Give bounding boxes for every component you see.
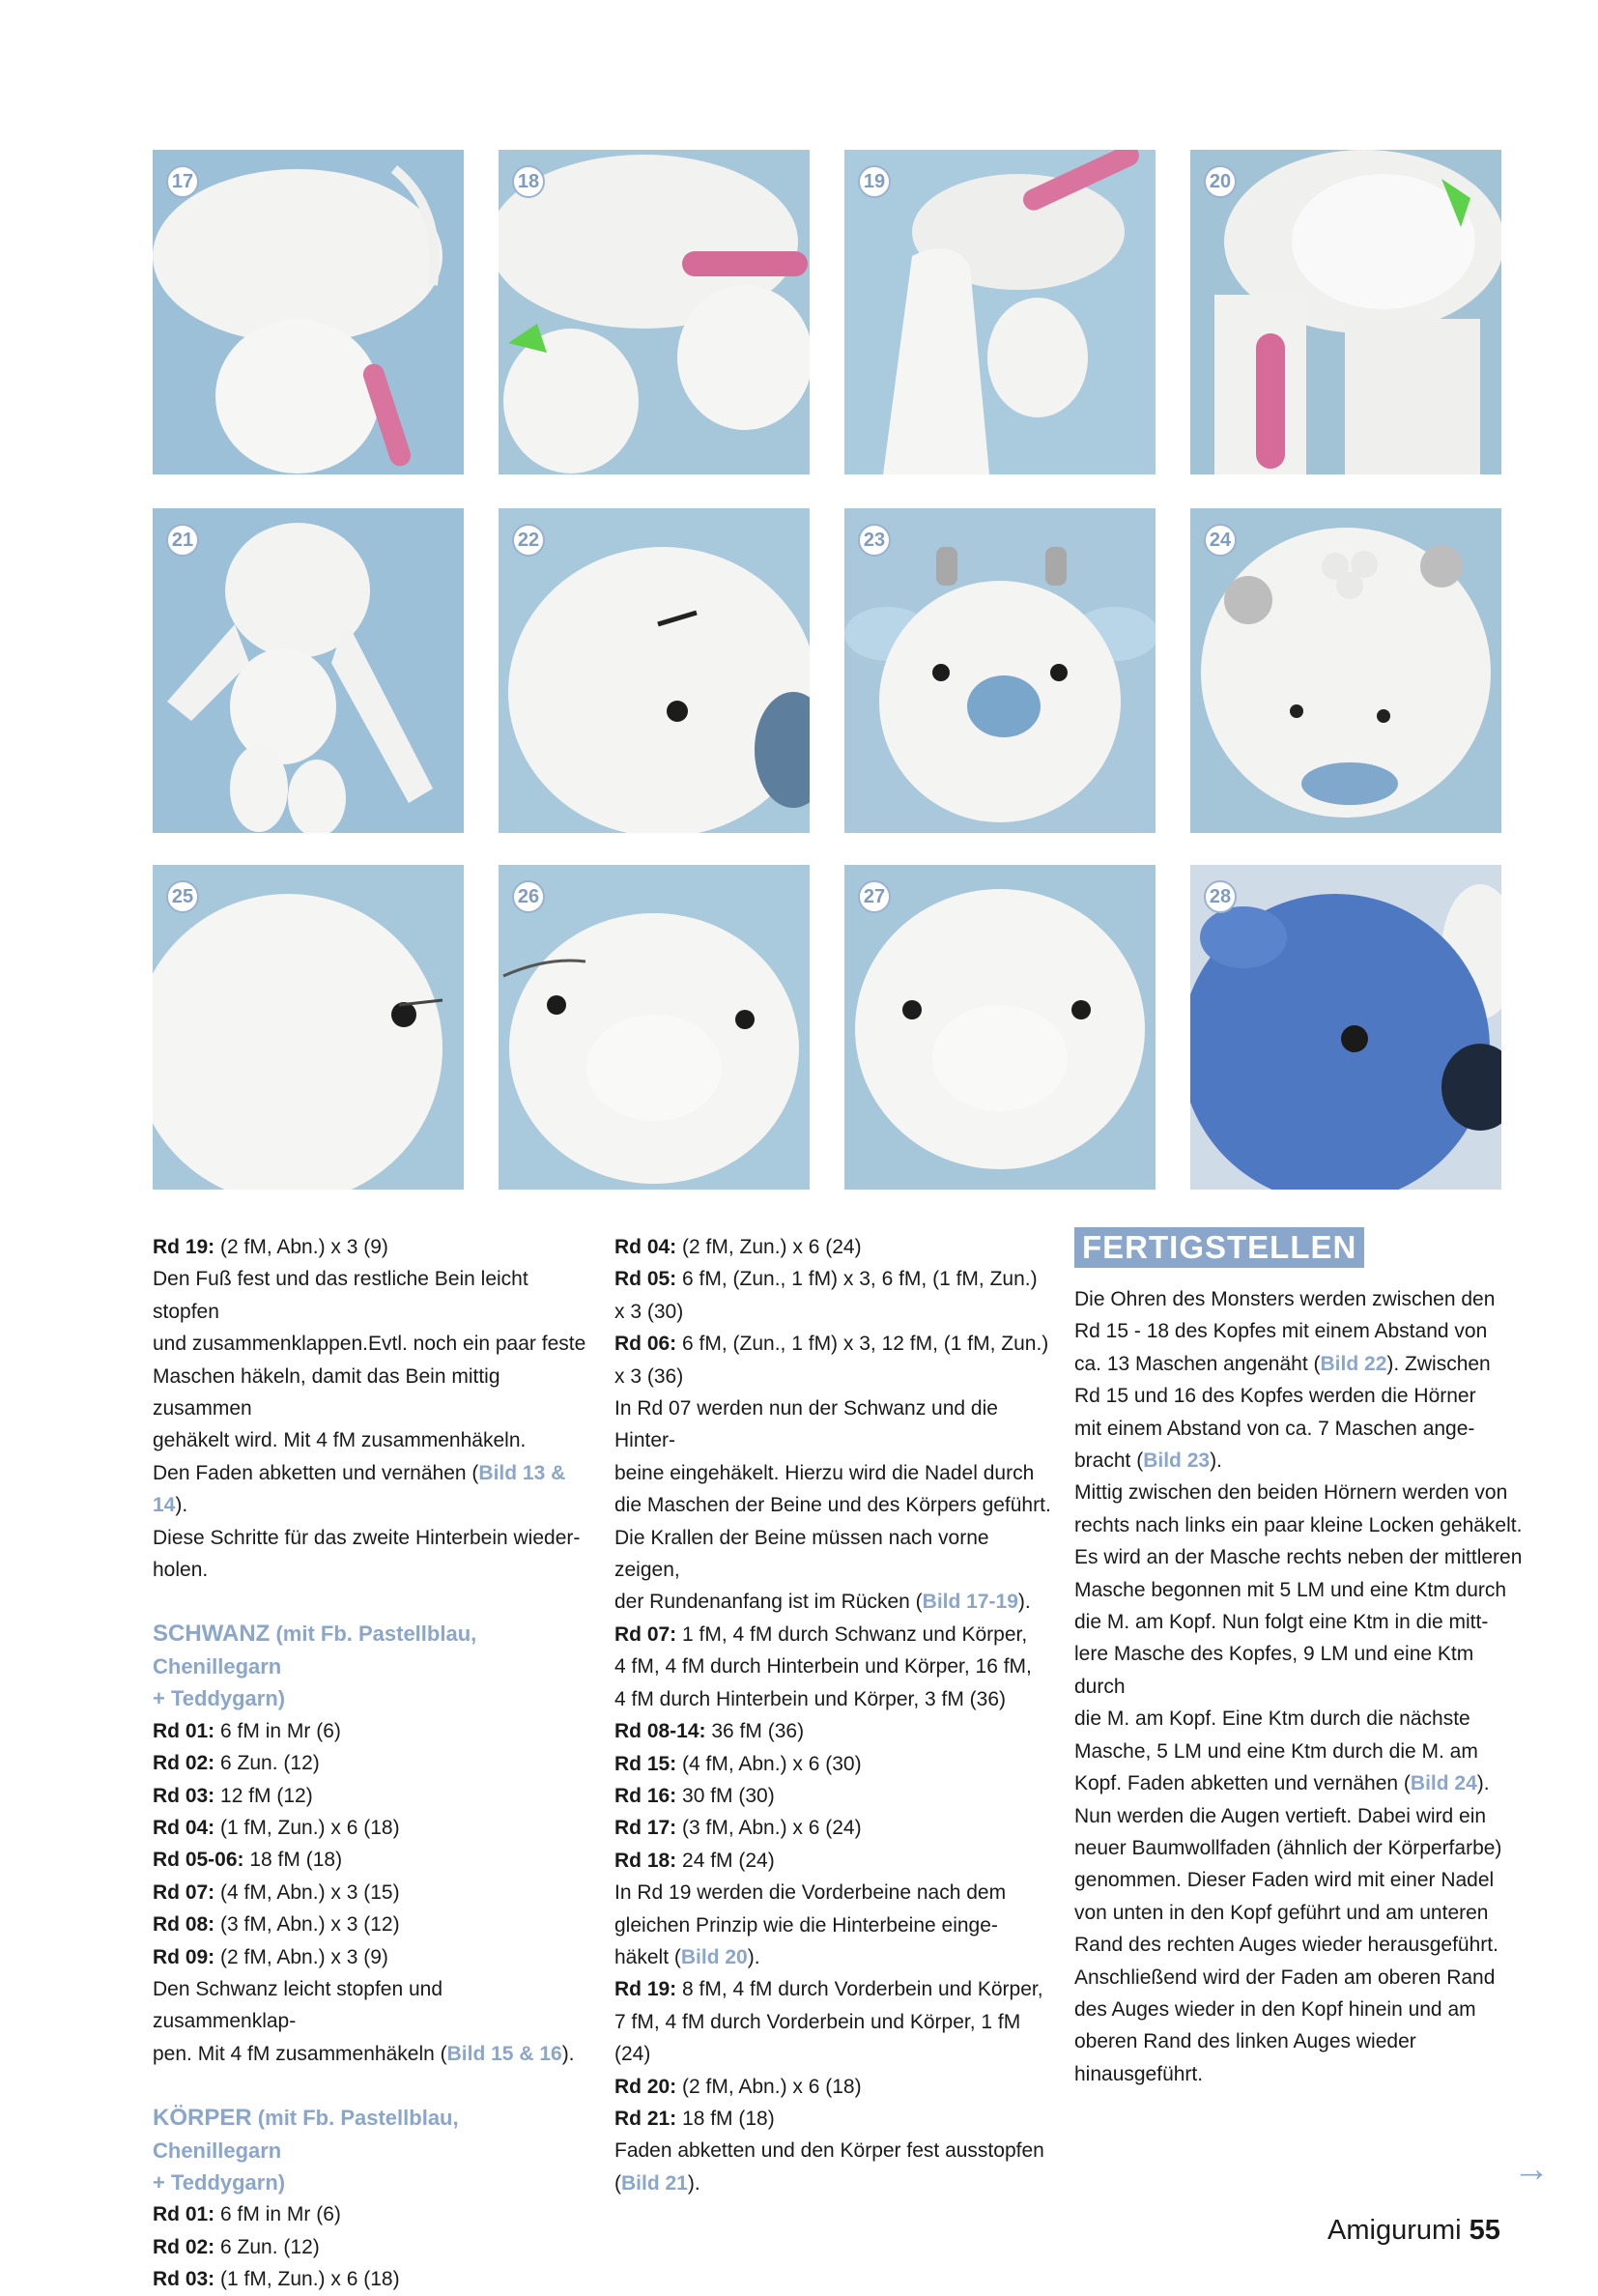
text-line: der Rundenanfang ist im Rücken (Bild 17-19). [614,1591,1031,1614]
round-line: Rd 07: (4 fM, Abn.) x 3 (15) [153,1880,400,1904]
text-line: des Auges wieder in den Kopf hinein und am [1074,1997,1476,2021]
text-line: genommen. Dieser Faden wird mit einer Nadel [1074,1869,1495,1892]
section-title-schwanz: SCHWANZ (mit Fb. Pastellblau, Chenillegarn [153,1621,477,1679]
round-line: Rd 15: (4 fM, Abn.) x 6 (30) [614,1752,862,1775]
round-line: Rd 08: (3 fM, Abn.) x 3 (12) [153,1913,400,1937]
text-line: hinausgeführt. [1074,2062,1204,2085]
text-line: neuer Baumwollfaden (ähnlich der Körperfarbe) [1074,1836,1502,1859]
column-1 [153,1231,587,2296]
round-line: Rd 06: 6 fM, (Zun., 1 fM) x 3, 12 fM, (1 fM, Zun.) [614,1333,1049,1356]
image-reference: Bild 13 & 14 [153,1461,566,1517]
text-line: mit einem Abstand von ca. 7 Maschen ange- [1074,1417,1475,1440]
text-line: lere Masche des Kopfes, 9 LM und eine Ktm durch [1074,1643,1474,1698]
image-reference: Bild 20 [680,1945,748,1968]
page-number: 55 [1469,2215,1500,2246]
text-line: Den Schwanz leicht stopfen und zusammenklap- [153,1977,443,2033]
photo-28-blue-monster [1190,865,1501,1190]
round-line: Rd 03: (1 fM, Zun.) x 6 (18) [153,2268,400,2291]
round-line: Rd 20: (2 fM, Abn.) x 6 (18) [614,2075,862,2098]
text-line: Masche, 5 LM und eine Ktm durch die M. am [1074,1739,1478,1763]
text-line: beine eingehäkelt. Hierzu wird die Nadel durch [614,1461,1035,1484]
round-line: Rd 19: (2 fM, Abn.) x 3 (9) [153,1236,388,1258]
text-line: die M. am Kopf. Eine Ktm durch die nächste [1074,1708,1470,1731]
photo-18-leg-hook [499,150,810,474]
round-line: Rd 01: 6 fM in Mr (6) [153,2203,341,2226]
photo-number-badge: 25 [166,880,199,913]
photo-number-badge: 20 [1204,165,1237,198]
photo-number-badge: 24 [1204,524,1237,557]
round-line: Rd 03: 12 fM (12) [153,1784,313,1807]
text-line: oberen Rand des linken Auges wieder [1074,2030,1416,2053]
text-line: In Rd 07 werden nun der Schwanz und die Hinter- [614,1397,998,1452]
column-2 [614,1231,1059,2199]
photo-27-face-front [844,865,1156,1190]
text-line: (Bild 21). [614,2171,700,2195]
round-line: Rd 09: (2 fM, Abn.) x 3 (9) [153,1945,388,1968]
text-line: Masche begonnen mit 5 LM und eine Ktm durch [1074,1578,1507,1601]
text-line: von unten in den Kopf geführt und am unteren [1074,1901,1489,1924]
text-line: Kopf. Faden abketten und vernähen (Bild 24). [1074,1772,1490,1795]
text-line: Rd 15 und 16 des Kopfes werden die Hörner [1074,1385,1476,1408]
image-reference: Bild 17-19 [922,1591,1018,1614]
round-line: Rd 05-06: 18 fM (18) [153,1849,343,1872]
photo-number-badge: 26 [512,880,545,913]
text-line: holen. [153,1559,209,1582]
photo-number-badge: 21 [166,524,199,557]
photo-22-head-eye [499,508,810,833]
section-subtitle: + Teddygarn) [153,1686,286,1711]
image-reference: Bild 15 & 16 [446,2042,562,2065]
image-reference: Bild 22 [1320,1352,1387,1375]
text-line: 7 fM, 4 fM durch Vorderbein und Körper, 1 fM (24) [614,2010,1021,2066]
round-line: Rd 18: 24 fM (24) [614,1849,775,1872]
photo-23-face-horns [844,508,1156,833]
text-line: gehäkelt wird. Mit 4 fM zusammenhäkeln. [153,1429,527,1452]
round-line: Rd 01: 6 fM in Mr (6) [153,1719,341,1742]
photo-17-foot [153,150,464,474]
text-line: Es wird an der Masche rechts neben der mittleren [1074,1546,1523,1569]
round-line: Rd 08-14: 36 fM (36) [614,1720,805,1743]
photo-number-badge: 22 [512,524,545,557]
photo-number-badge: 27 [858,880,891,913]
text-line: x 3 (30) [614,1300,684,1323]
text-line: Rd 15 - 18 des Kopfes mit einem Abstand von [1074,1320,1488,1343]
photo-24-curls [1190,508,1501,833]
text-line: die M. am Kopf. Nun folgt eine Ktm in die mitt- [1074,1611,1489,1634]
round-line: Rd 02: 6 Zun. (12) [153,1752,320,1775]
round-line: Rd 19: 8 fM, 4 fM durch Vorderbein und Körper, [614,1978,1043,2001]
text-line: pen. Mit 4 fM zusammenhäkeln (Bild 15 & 16). [153,2042,575,2065]
photo-19-tail [844,150,1156,474]
photo-26-eye-needle [499,865,810,1190]
text-line: Rand des rechten Auges wieder herausgeführt. [1074,1934,1498,1957]
text-line: x 3 (36) [614,1364,684,1388]
round-line: Rd 04: (1 fM, Zun.) x 6 (18) [153,1816,400,1839]
photo-number-badge: 19 [858,165,891,198]
round-line: Rd 02: 6 Zun. (12) [153,2235,320,2258]
round-line: Rd 07: 1 fM, 4 fM durch Schwanz und Körper, [614,1622,1028,1646]
text-line: 4 fM durch Hinterbein und Körper, 3 fM (36) [614,1687,1007,1710]
text-line: ca. 13 Maschen angenäht (Bild 22). Zwischen [1074,1352,1491,1375]
text-line: Diese Schritte für das zweite Hinterbein wieder- [153,1526,581,1549]
text-line: häkelt (Bild 20). [614,1945,760,1968]
section-subtitle: + Teddygarn) [153,2169,286,2195]
column-3 [1074,1227,1528,2090]
page-footer [1327,2215,1500,2247]
text-line: und zusammenklappen.Evtl. noch ein paar feste [153,1333,586,1356]
round-line: Rd 21: 18 fM (18) [614,2107,775,2130]
text-line: Anschließend wird der Faden am oberen Rand [1074,1966,1496,1989]
photo-number-badge: 28 [1204,880,1237,913]
text-line: Die Krallen der Beine müssen nach vorne zeigen, [614,1526,989,1582]
text-line: Faden abketten und den Körper fest ausstopfen [614,2139,1044,2163]
text-line: 4 fM, 4 fM durch Hinterbein und Körper, 16 fM, [614,1655,1032,1679]
image-reference: Bild 24 [1410,1772,1477,1795]
round-line: Rd 04: (2 fM, Zun.) x 6 (24) [614,1236,862,1258]
photo-21-stuffed-body [153,508,464,833]
text-line: In Rd 19 werden die Vorderbeine nach dem [614,1881,1007,1905]
text-line: gleichen Prinzip wie die Hinterbeine einge- [614,1913,998,1937]
photo-25-head-side [153,865,464,1190]
text-line: bracht (Bild 23). [1074,1449,1222,1473]
text-line: Nun werden die Augen vertieft. Dabei wird ein [1074,1804,1487,1827]
text-line: Den Fuß fest und das restliche Bein leicht stopfen [153,1268,528,1323]
section-title-koerper: KÖRPER (mit Fb. Pastellblau, Chenillegarn [153,2105,459,2163]
text-line: Mittig zwischen den beiden Hörnern werden von [1074,1481,1508,1505]
round-line: Rd 17: (3 fM, Abn.) x 6 (24) [614,1817,862,1840]
text-line: Die Ohren des Monsters werden zwischen den [1074,1288,1496,1310]
round-line: Rd 16: 30 fM (30) [614,1784,775,1807]
photo-number-badge: 23 [858,524,891,557]
text-line: Maschen häkeln, damit das Bein mittig zusammen [153,1364,500,1421]
text-line: rechts nach links ein paar kleine Locken gehäkelt. [1074,1513,1523,1536]
text-line: Den Faden abketten und vernähen (Bild 13 & 14). [153,1461,566,1517]
round-line: Rd 05: 6 fM, (Zun., 1 fM) x 3, 6 fM, (1 fM, Zun.) [614,1268,1038,1291]
photo-number-badge: 18 [512,165,545,198]
photo-number-badge: 17 [166,165,199,198]
image-reference: Bild 23 [1143,1449,1211,1473]
text-line: die Maschen der Beine und des Körpers geführt. [614,1494,1051,1517]
image-reference: Bild 21 [621,2171,688,2195]
magazine-title: Amigurumi [1327,2215,1462,2246]
section-heading-fertigstellen: FERTIGSTELLEN [1074,1227,1364,1268]
photo-20-body-inside [1190,150,1501,474]
next-page-arrow-icon[interactable]: → [1513,2149,1550,2190]
